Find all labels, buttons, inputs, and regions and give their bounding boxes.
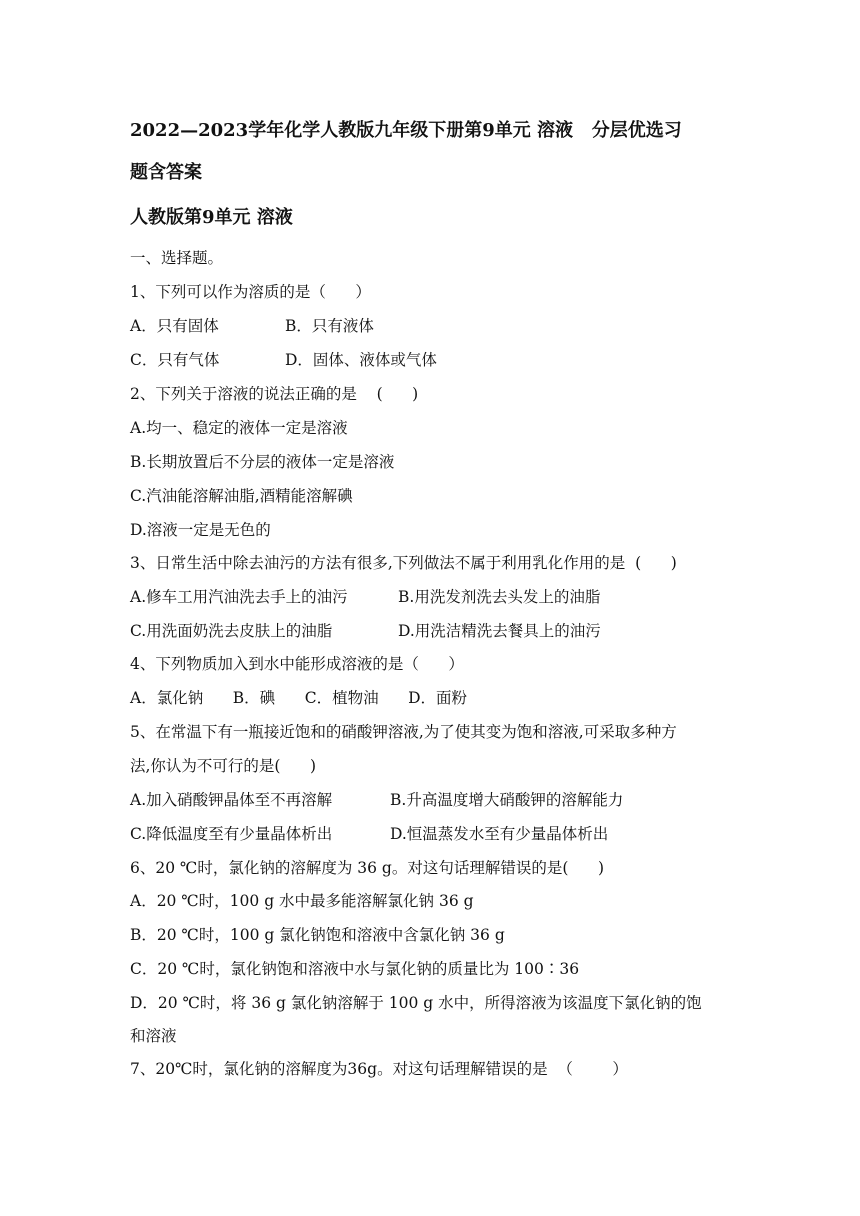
question-2-option-d: D.溶液一定是无色的 [130, 521, 271, 539]
question-5-option-c: C.降低温度至有少量晶体析出 [130, 825, 333, 843]
question-1-stem: 1、下列可以作为溶质的是（ ） [130, 283, 371, 301]
question-3-option-b: B.用洗发剂洗去头发上的油脂 [398, 588, 601, 606]
question-5-option-d: D.恒温蒸发水至有少量晶体析出 [390, 825, 609, 843]
question-7-stem: 7、20℃时，氯化钠的溶解度为36g。对这句话理解错误的是 （ ） [130, 1060, 628, 1078]
question-5-option-a: A.加入硝酸钾晶体至不再溶解 [130, 791, 333, 809]
question-5-option-b: B.升高温度增大硝酸钾的溶解能力 [390, 791, 624, 809]
question-2-option-b: B.长期放置后不分层的液体一定是溶液 [130, 453, 395, 471]
question-3-stem: 3、日常生活中除去油污的方法有很多,下列做法不属于利用乳化作用的是 ( ) [130, 554, 677, 572]
document-title-line-2: 题含答案 [130, 162, 202, 183]
question-1-option-b: B．只有液体 [285, 317, 374, 335]
question-6-stem: 6、20 ℃时，氯化钠的溶解度为 36 g。对这句话理解错误的是( ) [130, 859, 605, 877]
question-6-option-c: C．20 ℃时，氯化钠饱和溶液中水与氯化钠的质量比为 100∶36 [130, 960, 580, 978]
question-5-stem-line-2: 法,你认为不可行的是( ) [130, 757, 317, 775]
document-title-line-1: 2022—2023学年化学人教版九年级下册第9单元 溶液 分层优选习 [130, 120, 682, 141]
question-6-option-d-continued: 和溶液 [130, 1027, 177, 1045]
question-2-stem: 2、下列关于溶液的说法正确的是 ( ) [130, 385, 419, 403]
question-6-option-b: B．20 ℃时，100 g 氯化钠饱和溶液中含氯化钠 36 g [130, 926, 505, 944]
unit-subtitle: 人教版第9单元 溶液 [130, 207, 293, 228]
question-6-option-d: D．20 ℃时，将 36 g 氯化钠溶解于 100 g 水中，所得溶液为该温度下氯化钠的饱 [130, 994, 702, 1012]
section-heading: 一、选择题。 [130, 249, 224, 267]
question-4-stem: 4、下列物质加入到水中能形成溶液的是（ ） [130, 655, 464, 673]
question-6-option-a: A．20 ℃时，100 g 水中最多能溶解氯化钠 36 g [130, 892, 474, 910]
question-3-option-c: C.用洗面奶洗去皮肤上的油脂 [130, 622, 333, 640]
question-3-option-d: D.用洗洁精洗去餐具上的油污 [398, 622, 601, 640]
question-1-option-a: A．只有固体 [130, 317, 219, 335]
question-2-option-c: C.汽油能溶解油脂,酒精能溶解碘 [130, 487, 353, 505]
question-1-option-c: C．只有气体 [130, 351, 220, 369]
question-2-option-a: A.均一、稳定的液体一定是溶液 [130, 419, 348, 437]
question-3-option-a: A.修车工用汽油洗去手上的油污 [130, 588, 348, 606]
question-1-option-d: D．固体、液体或气体 [285, 351, 437, 369]
question-4-options: A．氯化钠 B．碘 C．植物油 D．面粉 [130, 689, 468, 707]
question-5-stem-line-1: 5、在常温下有一瓶接近饱和的硝酸钾溶液,为了使其变为饱和溶液,可采取多种方 [130, 723, 677, 741]
